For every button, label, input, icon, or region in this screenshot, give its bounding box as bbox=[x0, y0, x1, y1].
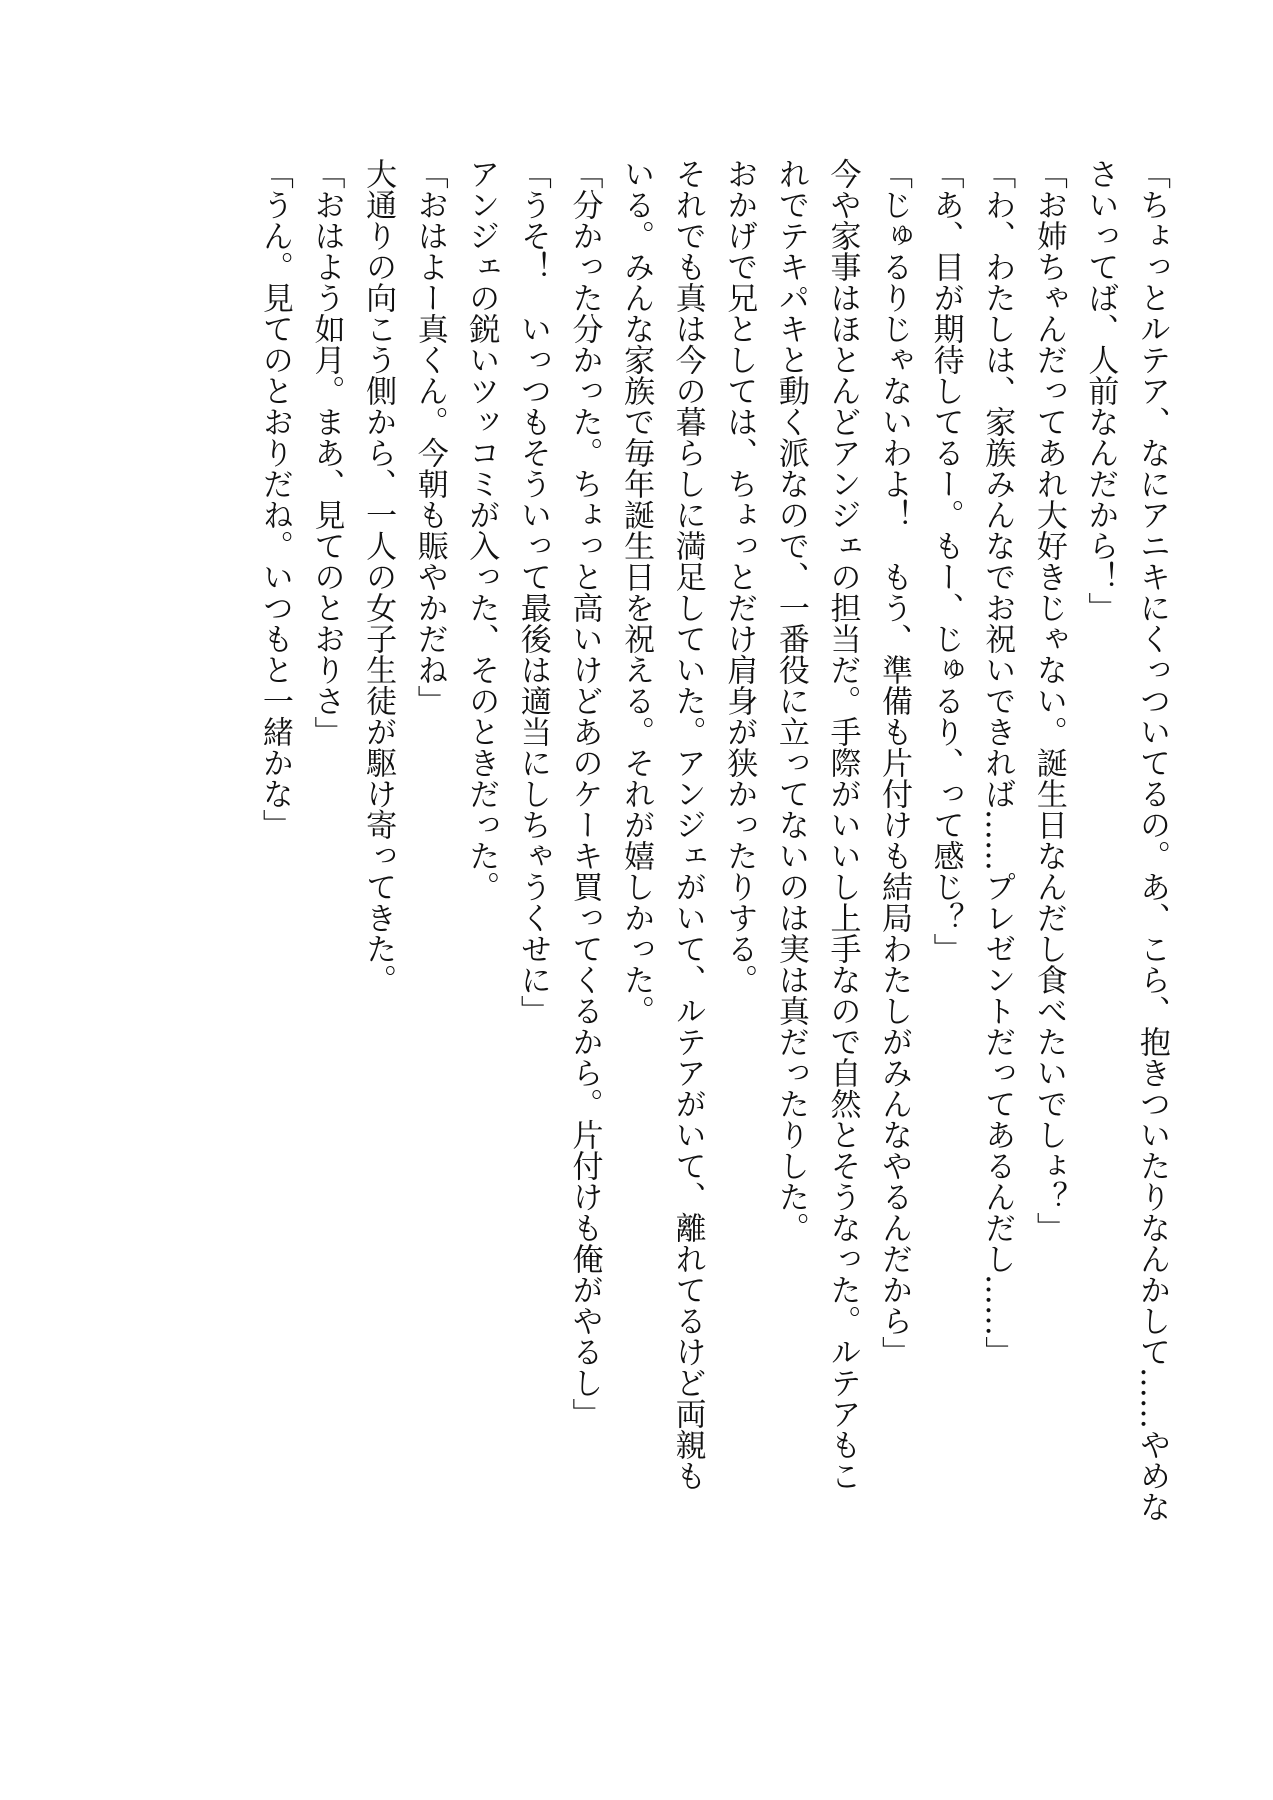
text-line: おかげで兄としては、ちょっとだけ肩身が狭かったりする。 bbox=[721, 158, 758, 995]
text-line: 「ちょっとルテア、なにアニキにくっついてるの。あ、こら、抱きついたりなんかして……やめな bbox=[1134, 158, 1170, 1522]
text-line: 大通りの向こう側から、一人の女子生徒が駆け寄ってきた。 bbox=[360, 158, 397, 995]
text-line: 「おはよー真くん。今朝も賑やかだね」 bbox=[411, 158, 448, 716]
text-line: いる。みんな家族で毎年誕生日を祝える。それが嬉しかった。 bbox=[618, 158, 655, 1026]
text-line: それでも真は今の暮らしに満足していた。アンジェがいて、ルテアがいて、離れてるけど両親も bbox=[669, 158, 706, 1491]
text-line: 「お姉ちゃんだってあれ大好きじゃない。誕生日なんだし食べたいでしょ？」 bbox=[1030, 158, 1067, 1243]
text-line: 今や家事はほとんどアンジェの担当だ。手際がいいし上手なので自然とそうなった。ルテアもこ bbox=[824, 158, 861, 1491]
text-line: 「うそ！ いっつもそういって最後は適当にしちゃうくせに」 bbox=[514, 158, 551, 1026]
text-line: 「分かった分かった。ちょっと高いけどあのケーキ買ってくるから。片付けも俺がやるし」 bbox=[566, 158, 603, 1429]
text-line: れでテキパキと動く派なので、一番役に立ってないのは実は真だったりした。 bbox=[772, 158, 809, 1243]
text-line: 「わ、わたしは、家族みんなでお祝いできれば……プレゼントだってあるんだし……」 bbox=[979, 158, 1016, 1367]
text-line: 「じゅるりじゃないわよ！ もう、準備も片付けも結局わたしがみんなやるんだから」 bbox=[876, 158, 913, 1367]
text-line: 「おはよう如月。まあ、見てのとおりさ」 bbox=[308, 158, 345, 747]
vertical-text-body bbox=[57, 158, 1177, 1718]
text-line: 「あ、目が期待してるー。もー、じゅるり、って感じ？」 bbox=[927, 158, 964, 964]
text-line: さいってば、人前なんだから！」 bbox=[1082, 158, 1119, 623]
text-line: 「うん。見てのとおりだね。いつもと一緒かな」 bbox=[256, 158, 293, 840]
text-line: アンジェの鋭いツッコミが入った、そのときだった。 bbox=[463, 158, 500, 902]
